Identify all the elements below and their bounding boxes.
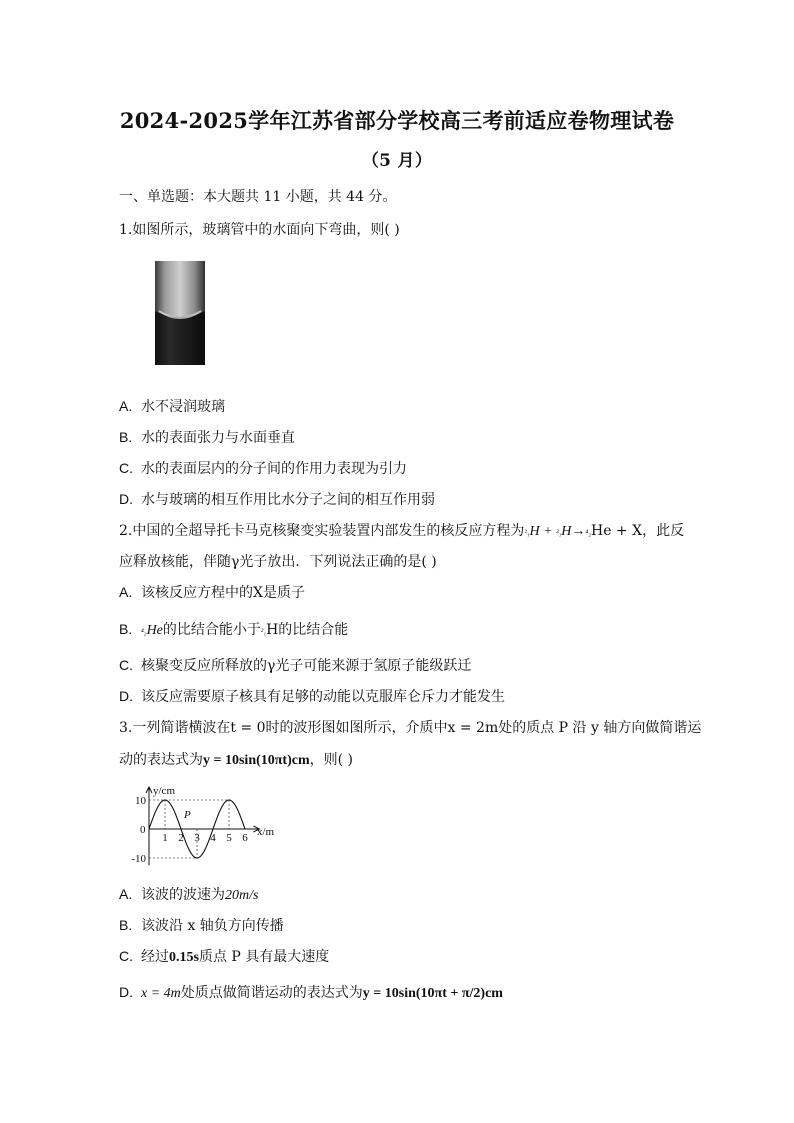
q1-option-d: D. 水与玻璃的相互作用比水分子之间的相互作用弱 [119,491,435,508]
q3-option-c: C. 经过0.15s质点 P 具有最大速度 [119,948,330,965]
graph-x-tick-label: 2 [178,832,184,844]
graph-y-tick-label: 10 [135,795,146,807]
graph-x-tick-label: 4 [210,832,216,844]
q2-stem-line2: 应释放核能，伴随γ光子放出．下列说法正确的是( ) [119,554,437,570]
graph-x-tick-label: 6 [242,832,248,844]
q3-option-a: A. 该波的波速为20m/s [119,886,259,903]
q2-option-a: A. 该核反应方程中的X是质子 [119,584,305,601]
graph-x-tick-label: 5 [226,832,232,844]
page-subtitle: （5 月） [361,151,433,171]
graph-x-tick-label: 1 [162,832,168,844]
graph-x-tick-label: 3 [194,832,200,844]
q1-option-b: B. 水的表面张力与水面垂直 [119,429,295,446]
q3-option-d: D. x = 4m处质点做简谐运动的表达式为y = 10sin(10πt + π/2)cm [119,984,503,1001]
glass-tube-photo [155,261,205,365]
graph-point-label: P [184,809,191,821]
q2-option-b: B. ⁴₂He的比结合能小于²₁H的比结合能 [119,621,349,638]
q3-stem-line2: 动的表达式为y = 10sin(10πt)cm，则( ) [119,752,354,768]
q3-stem-line1: 3.一列简谐横波在t = 0时的波形图如图所示，介质中x = 2m处的质点 P 沿 y 轴方向做简谐运 [119,720,702,736]
page-title: 2024-2025学年江苏省部分学校高三考前适应卷物理试卷 [119,108,675,133]
q3-option-b: B. 该波沿 x 轴负方向传播 [119,917,284,934]
graph-x-label: x/m [257,826,275,838]
wave-graph [127,785,287,867]
q2-option-c: C. 核聚变反应所释放的γ光子可能来源于氢原子能级跃迁 [119,657,472,674]
q1-stem: 1.如图所示，玻璃管中的水面向下弯曲，则( ) [119,222,400,238]
q2-stem-line1: 2.中国的全超导托卡马克核聚变实验装置内部发生的核反应方程为²₁H + ³₁H→⁴₂He + X，此反 [119,523,685,539]
q1-option-a: A. 水不浸润玻璃 [119,398,225,415]
q1-option-c: C. 水的表面层内的分子间的作用力表现为引力 [119,460,407,477]
graph-y-label: y/cm [153,785,175,797]
graph-y-tick-label: -10 [131,853,146,865]
section-heading: 一、单选题：本大题共 11 小题，共 44 分。 [119,189,397,205]
graph-origin-label: 0 [140,824,146,836]
q2-option-d: D. 该反应需要原子核具有足够的动能以克服库仑斥力才能发生 [119,688,505,705]
